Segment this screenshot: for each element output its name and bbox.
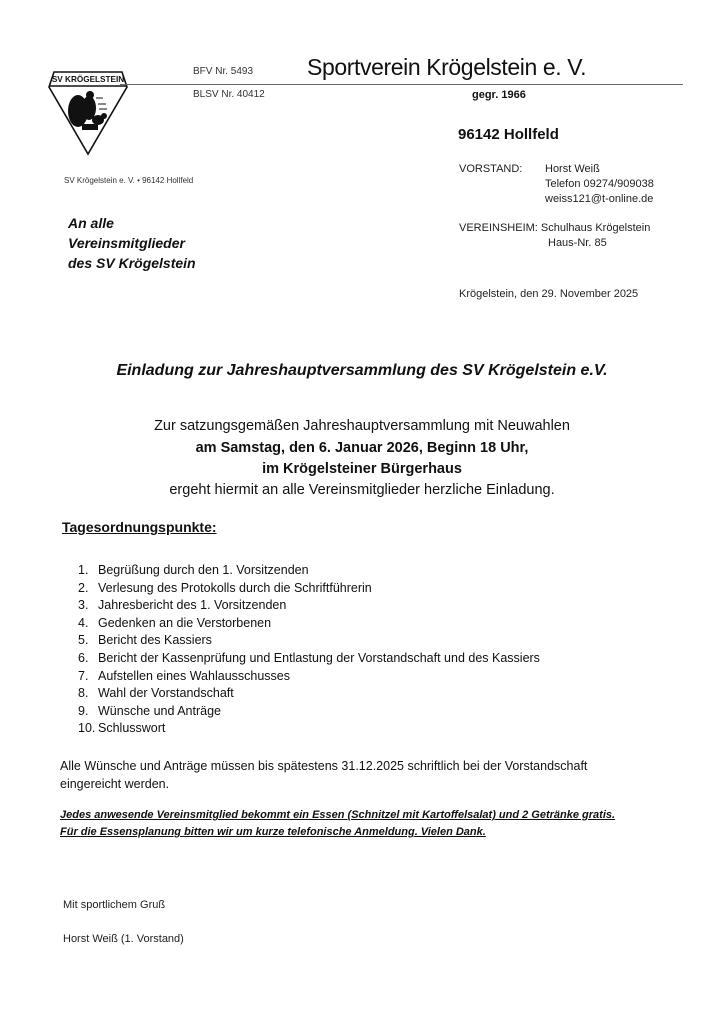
agenda-heading: Tagesordnungspunkte: — [62, 519, 217, 535]
document-title: Einladung zur Jahreshauptversammlung des SV Krögelstein e.V. — [116, 362, 608, 379]
agenda-item-text: Wünsche und Anträge — [98, 703, 221, 718]
agenda-item — [78, 562, 540, 580]
invite-location-line: im Krögelsteiner Bürgerhaus — [262, 461, 462, 477]
recipient-line: des SV Krögelstein — [68, 255, 196, 271]
meal-notice: Jedes anwesende Vereinsmitglied bekommt ein Essen (Schnitzel mit Kartoffelsalat) und 2 Getränke gratis. — [60, 809, 616, 821]
club-logo — [48, 64, 128, 156]
agenda-item-number: 10. — [78, 721, 96, 736]
agenda-item-text: Bericht der Kassenprüfung und Entlastung der Vorstandschaft und des Kassiers — [98, 650, 540, 665]
agenda-item — [78, 650, 540, 668]
agenda-item-number: 2. — [78, 580, 89, 595]
agenda-item-text: Begrüßung durch den 1. Vorsitzenden — [98, 563, 309, 577]
agenda-item-number: 9. — [78, 703, 89, 718]
agenda-item-text: Verlesung des Protokolls durch die Schriftführerin — [98, 580, 372, 595]
agenda-item-text: Aufstellen eines Wahlausschusses — [98, 668, 290, 683]
deadline-note: eingereicht werden. — [60, 777, 170, 791]
vorstand-label: VORSTAND: — [459, 163, 523, 175]
vorstand-phone: Telefon 09274/909038 — [545, 178, 654, 190]
bfv-number: BFV Nr. 5493 — [193, 66, 254, 77]
sender-line: SV Krögelstein e. V. • 96142 Hollfeld — [64, 176, 194, 185]
closing-greeting: Mit sportlichem Gruß — [63, 899, 166, 911]
agenda-item-number: 1. — [78, 563, 89, 577]
agenda-item — [78, 720, 540, 738]
invite-line: ergeht hiermit an alle Vereinsmitglieder herzliche Einladung. — [169, 482, 555, 498]
invite-line: Zur satzungsgemäßen Jahreshauptversammlung mit Neuwahlen — [154, 418, 570, 434]
vorstand-email[interactable]: weiss121@t-online.de — [545, 193, 654, 205]
agenda-item-text: Wahl der Vorstandschaft — [98, 686, 234, 701]
header-rule — [120, 84, 683, 85]
deadline-note: Alle Wünsche und Anträge müssen bis spätestens 31.12.2025 schriftlich bei der Vorstandschaft — [60, 759, 588, 773]
invite-date-line: am Samstag, den 6. Januar 2026, Beginn 18 Uhr, — [195, 440, 529, 456]
blsv-number: BLSV Nr. 40412 — [193, 89, 265, 100]
agenda-item — [78, 668, 540, 686]
vereinsheim-label: VEREINSHEIM: Schulhaus Krögelstein — [459, 222, 651, 234]
agenda-item-number: 7. — [78, 668, 89, 683]
logo-text: SV KRÖGELSTEIN — [51, 75, 125, 84]
recipient-line: Vereinsmitglieder — [68, 235, 185, 251]
agenda-item — [78, 597, 540, 615]
agenda-item — [78, 632, 540, 650]
agenda-item-number: 4. — [78, 615, 89, 630]
agenda-item-text: Bericht des Kassiers — [98, 633, 212, 648]
agenda-item — [78, 615, 540, 633]
agenda-list — [78, 562, 540, 738]
vereinsheim-address: Haus-Nr. 85 — [548, 237, 607, 249]
agenda-item-number: 5. — [78, 633, 89, 648]
recipient-line: An alle — [68, 215, 114, 231]
founded-year: gegr. 1966 — [472, 89, 526, 101]
agenda-item — [78, 703, 540, 721]
agenda-item-number: 8. — [78, 686, 89, 701]
signature: Horst Weiß (1. Vorstand) — [63, 933, 184, 945]
agenda-item-text: Gedenken an die Verstorbenen — [98, 615, 272, 630]
agenda-item-text: Schlusswort — [98, 721, 166, 736]
meal-notice: Für die Essensplanung bitten wir um kurze telefonische Anmeldung. Vielen Dank. — [60, 826, 486, 838]
agenda-item — [78, 580, 540, 598]
club-city: 96142 Hollfeld — [458, 126, 559, 143]
agenda-item-number: 6. — [78, 650, 89, 665]
agenda-item — [78, 685, 540, 703]
agenda-item-text: Jahresbericht des 1. Vorsitzenden — [98, 598, 287, 613]
letter-date: Krögelstein, den 29. November 2025 — [459, 288, 639, 300]
agenda-item-number: 3. — [78, 598, 89, 613]
vorstand-name: Horst Weiß — [545, 163, 600, 175]
club-name: Sportverein Krögelstein e. V. — [307, 54, 587, 80]
